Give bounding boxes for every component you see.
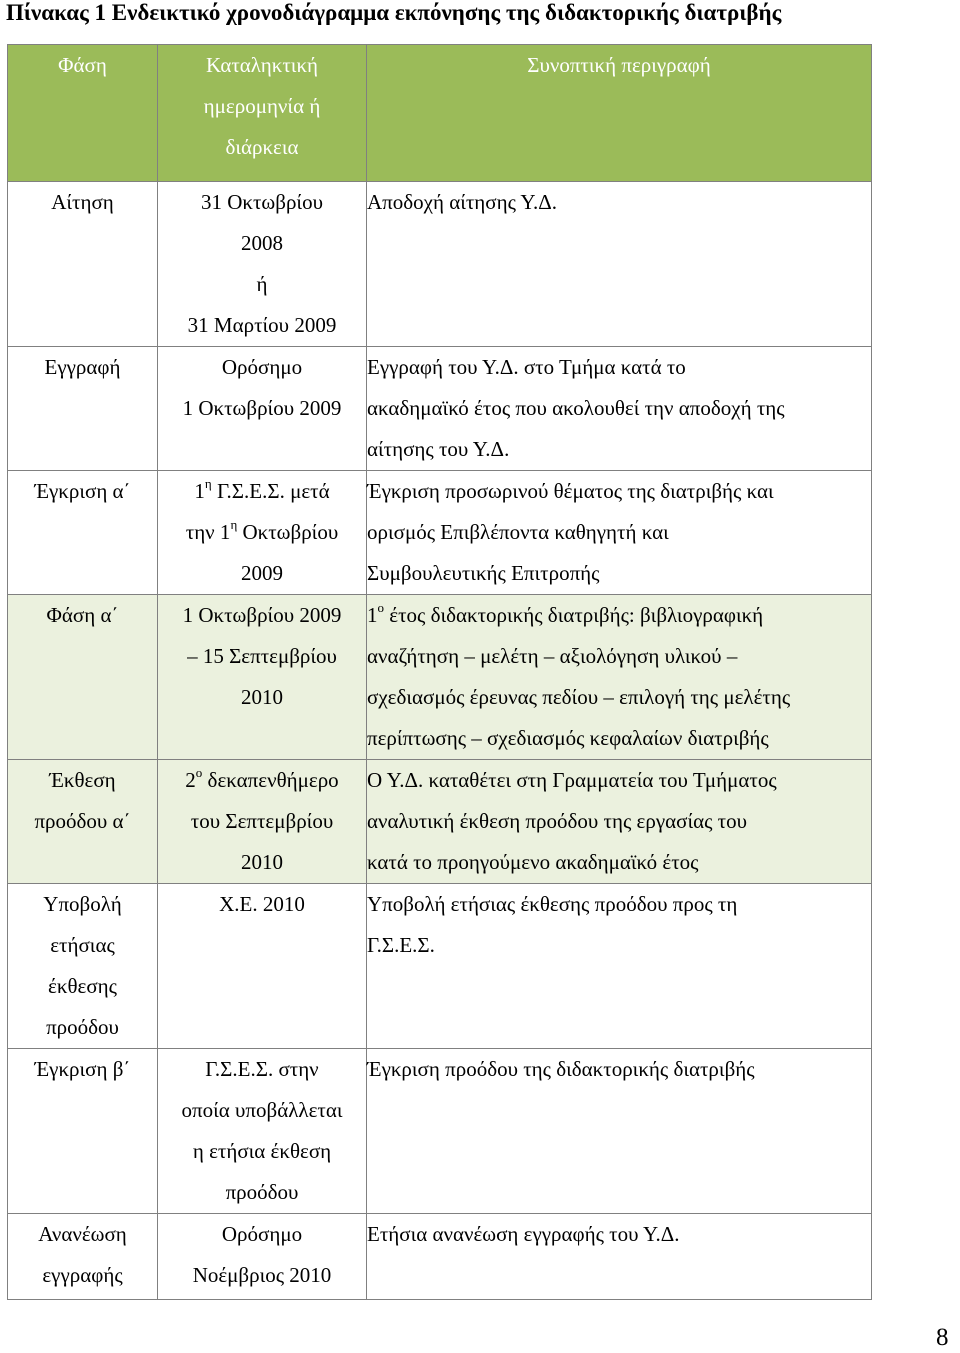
phase-cell: Ανανέωση εγγραφής [8,1214,158,1300]
table-row [8,884,872,1049]
header-deadline: Καταληκτική ημερομηνία ή διάρκεια [158,45,367,182]
deadline-cell: Ορόσημο 1 Οκτωβρίου 2009 [158,347,367,471]
description-cell: Εγγραφή του Υ.Δ. στο Τμήμα κατά το ακαδημαϊκό έτος που ακολουθεί την αποδοχή της αίτησης του Υ.Δ. [367,347,872,471]
phase-cell: Έγκριση α΄ [8,471,158,595]
deadline-cell: Γ.Σ.Ε.Σ. στην οποία υποβάλλεται η ετήσια έκθεση προόδου [158,1049,367,1214]
table-row [8,595,872,760]
table-caption: Πίνακας 1 Ενδεικτικό χρονοδιάγραμμα εκπόνησης της διδακτορικής διατριβής [6,0,782,25]
description-cell: $1^o$ έτος διδακτορικής διατριβής: βιβλιογραφική αναζήτηση – μελέτη – αξιολόγηση υλικού – σχεδιασμός έρευνας πεδίου – επιλογή της μελέτης περίπτωσης – σχεδιασμός κεφαλαίων διατριβής [367,595,872,760]
deadline-cell: Ορόσημο Νοέμβριος 2010 [158,1214,367,1300]
deadline-cell: $1^\eta$ Γ.Σ.Ε.Σ. μετά την $1^\eta$ Οκτωβρίου 2009 [158,471,367,595]
page-number: 8 [936,1324,949,1351]
phase-cell: Αίτηση [8,182,158,347]
header-phase: Φάση [8,45,158,182]
phase-cell: Υποβολή ετήσιας έκθεσης προόδου [8,884,158,1049]
deadline-cell: Χ.Ε. 2010 [158,884,367,1049]
deadline-cell: 31 Οκτωβρίου 2008 ή 31 Μαρτίου 2009 [158,182,367,347]
phase-cell: Εγγραφή [8,347,158,471]
table-row [8,1214,872,1300]
description-cell: Έγκριση προσωρινού θέματος της διατριβής και ορισμός Επιβλέποντα καθηγητή και Συμβουλευτικής Επιτροπής [367,471,872,595]
table-row [8,347,872,471]
table-row [8,471,872,595]
phase-cell: Έκθεση προόδου α΄ [8,760,158,884]
header-description: Συνοπτική περιγραφή [367,45,872,182]
table-row [8,1049,872,1214]
table-row [8,760,872,884]
description-cell: Ο Υ.Δ. καταθέτει στη Γραμματεία του Τμήματος αναλυτική έκθεση προόδου της εργασίας του κατά το προηγούμενο ακαδημαϊκό έτος [367,760,872,884]
schedule-table [7,44,872,1300]
description-cell: Ετήσια ανανέωση εγγραφής του Υ.Δ. [367,1214,872,1300]
phase-cell: Έγκριση β΄ [8,1049,158,1214]
deadline-cell: 1 Οκτωβρίου 2009 – 15 Σεπτεμβρίου 2010 [158,595,367,760]
deadline-cell: $2^o$ δεκαπενθήμερο του Σεπτεμβρίου 2010 [158,760,367,884]
table-header-row [8,45,872,182]
description-cell: Υποβολή ετήσιας έκθεσης προόδου προς τη Γ.Σ.Ε.Σ. [367,884,872,1049]
description-cell: Έγκριση προόδου της διδακτορικής διατριβής [367,1049,872,1214]
table-row [8,182,872,347]
phase-cell: Φάση α΄ [8,595,158,760]
description-cell: Αποδοχή αίτησης Υ.Δ. [367,182,872,347]
